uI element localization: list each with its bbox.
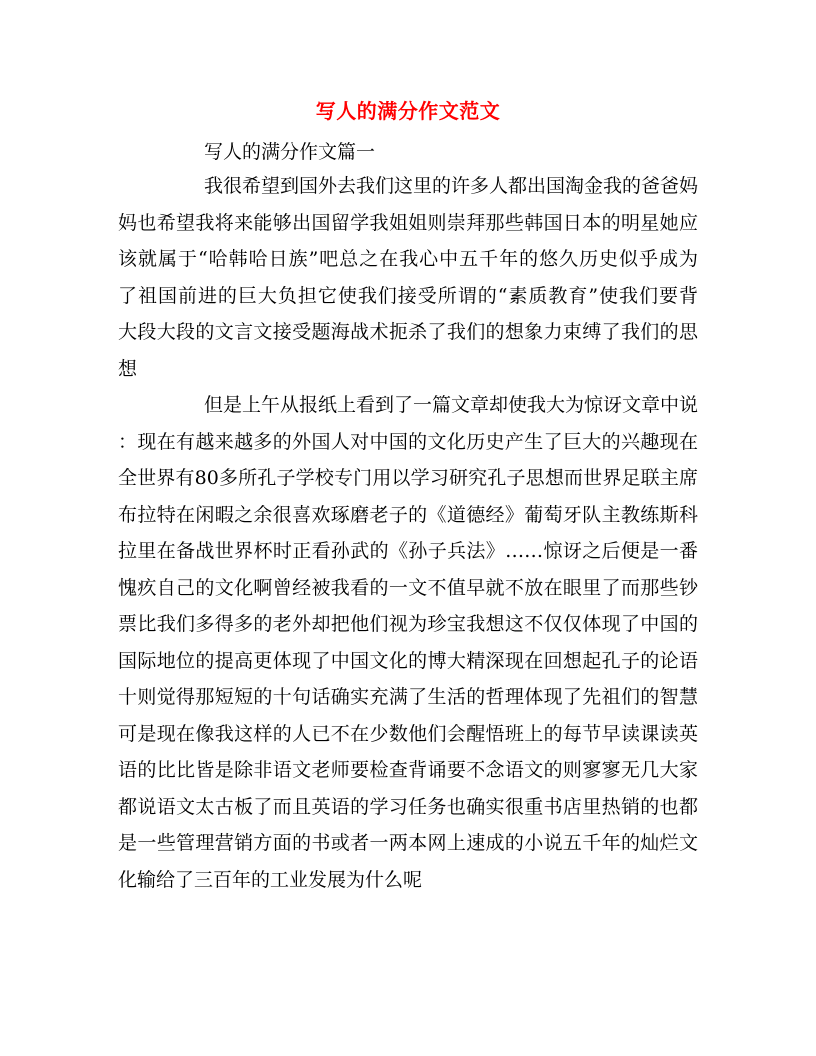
paragraph-line: 妈也希望我将来能够出国留学我姐姐则崇拜那些韩国日本的明星她应 bbox=[118, 211, 698, 234]
paragraph-line: 是一些管理营销方面的书或者一两本网上速成的小说五千年的灿烂文 bbox=[118, 832, 698, 854]
paragraph-line: 化输给了三百年的工业发展为什么呢 bbox=[118, 868, 423, 891]
paragraph-line: 都说语文太古板了而且英语的学习任务也确实很重书店里热销的也都 bbox=[118, 795, 698, 818]
paragraph-line: ：现在有越来越多的外国人对中国的文化历史产生了巨大的兴趣现在 bbox=[118, 430, 698, 453]
paragraph-line: 我很希望到国外去我们这里的许多人都出国淘金我的爸爸妈 bbox=[204, 175, 699, 197]
paragraph-line: 愧疚自己的文化啊曾经被我看的一文不值早就不放在眼里了而那些钞 bbox=[118, 576, 698, 599]
paragraph-line: 十则觉得那短短的十句话确实充满了生活的哲理体现了先祖们的智慧 bbox=[118, 686, 698, 708]
paragraph-line: 想 bbox=[118, 357, 138, 380]
paragraph-1 bbox=[118, 168, 698, 387]
paragraph-line: 票比我们多得多的老外却把他们视为珍宝我想这不仅仅体现了中国的 bbox=[118, 613, 698, 635]
paragraph-line: 布拉特在闲暇之余很喜欢琢磨老子的《道德经》葡萄牙队主教练斯科 bbox=[118, 503, 698, 526]
paragraph-line: 大段大段的文言文接受题海战术扼杀了我们的想象力束缚了我们的思 bbox=[118, 321, 698, 343]
paragraph-line: 国际地位的提高更体现了中国文化的博大精深现在回想起孔子的论语 bbox=[118, 649, 698, 672]
paragraph-line: 该就属于“哈韩哈日族”吧总之在我心中五千年的悠久历史似乎成为 bbox=[118, 248, 698, 270]
paragraph-line: 可是现在像我这样的人已不在少数他们会醒悟班上的每节早读课读英 bbox=[118, 722, 698, 745]
paragraph-line: 语的比比皆是除非语文老师要检查背诵要不念语文的则寥寥无几大家 bbox=[118, 759, 698, 781]
paragraph-line: 了祖国前进的巨大负担它使我们接受所谓的“素质教育”使我们要背 bbox=[118, 284, 698, 307]
paragraph-line: 拉里在备战世界杯时正看孙武的《孙子兵法》……惊讶之后便是一番 bbox=[118, 540, 698, 562]
paragraph-2 bbox=[118, 387, 698, 898]
paragraph-line: 全世界有80多所孔子学校专门用以学习研究孔子思想而世界足联主席 bbox=[118, 467, 698, 489]
document-title: 写人的满分作文范文 bbox=[315, 99, 501, 123]
paragraph-line: 但是上午从报纸上看到了一篇文章却使我大为惊讶文章中说 bbox=[204, 394, 699, 416]
document-subtitle: 写人的满分作文篇一 bbox=[204, 141, 376, 163]
